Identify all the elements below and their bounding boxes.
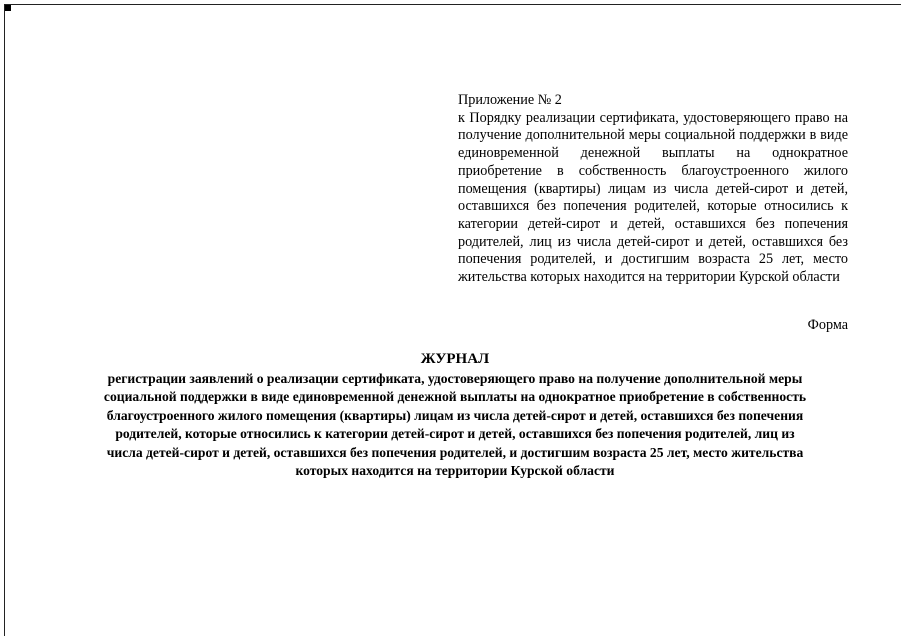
frame-corner-mark [5, 5, 11, 11]
journal-heading [60, 350, 850, 480]
journal-subtitle-line: числа детей-сирот и детей, оставшихся без попечения родителей, и достигшим возраста 25 лет, место жительства [106, 444, 804, 460]
journal-subtitle-line: которых находится на территории Курской области [295, 463, 615, 479]
journal-subtitle-line: социальной поддержки в виде единовременной денежной выплаты на однократное приобретение в собственность [103, 389, 807, 405]
appendix-block [458, 92, 848, 287]
appendix-body: к Порядку реализации сертификата, удостоверяющего право на получение дополнительной меры социальной поддержки в виде единовременной денежной выплаты на однократное приобретение в собственность благоустроенного жилого помещения (квартиры) лицам из числа детей-сирот и детей, оставшихся без попечения родителей, которые относились к категории детей-сирот и детей, оставшихся без попечения родителей, лиц из числа детей-сирот и детей, оставшихся без попечения родителей, и достигшим возраста 25 лет, место жительства которых находится на территории Курской области [458, 109, 848, 286]
form-label: Форма [807, 317, 848, 333]
journal-subtitle-line: регистрации заявлений о реализации сертификата, удостоверяющего право на получение дополнительной меры [107, 371, 803, 386]
journal-subtitle-line: благоустроенного жилого помещения (квартиры) лицам из числа детей-сирот и детей, оставшихся без попечения [106, 407, 804, 423]
journal-subtitle-line: родителей, которые относились к категории детей-сирот и детей, оставшихся без попечения родителей, лиц из [115, 426, 795, 442]
appendix-title: Приложение № 2 [458, 92, 562, 108]
journal-title: ЖУРНАЛ [420, 351, 490, 367]
